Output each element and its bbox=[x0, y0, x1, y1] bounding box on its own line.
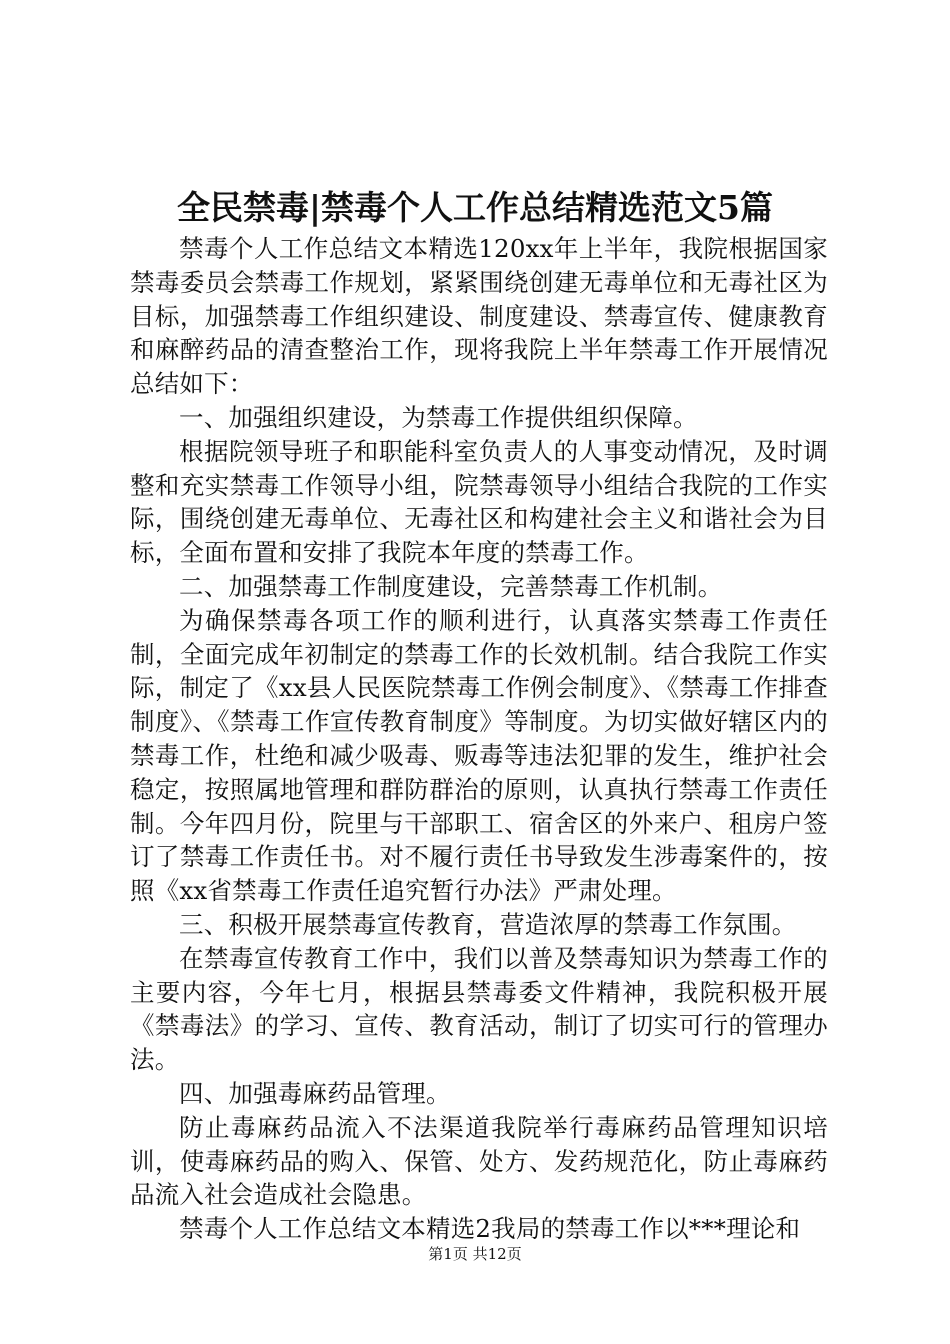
paragraph: 禁毒个人工作总结文本精选120xx年上半年，我院根据国家禁毒委员会禁毒工作规划，紧紧围绕创建无毒单位和无毒社区为目标，加强禁毒工作组织建设、制度建设、禁毒宣传、健康教育和麻醉药品的清查整治工作，现将我院上半年禁毒工作开展情况总结如下： bbox=[130, 234, 828, 399]
paragraph: 根据院领导班子和职能科室负责人的人事变动情况，及时调整和充实禁毒工作领导小组，院禁毒领导小组结合我院的工作实际，围绕创建无毒单位、无毒社区和构建社会主义和谐社会为目标，全面布置和安排了我院本年度的禁毒工作。 bbox=[130, 436, 828, 568]
document-body bbox=[130, 232, 828, 1246]
document-title: 全民禁毒|禁毒个人工作总结精选范文5篇 bbox=[177, 188, 773, 227]
section-heading: 三、积极开展禁毒宣传教育，营造浓厚的禁毒工作氛围。 bbox=[179, 909, 797, 939]
section-heading: 四、加强毒麻药品管理。 bbox=[179, 1078, 451, 1108]
section-heading: 二、加强禁毒工作制度建设，完善禁毒工作机制。 bbox=[179, 571, 723, 601]
paragraph: 在禁毒宣传教育工作中，我们以普及禁毒知识为禁毒工作的主要内容，今年七月，根据县禁毒委文件精神，我院积极开展《禁毒法》的学习、宣传、教育活动，制订了切实可行的管理办法。 bbox=[130, 943, 828, 1075]
paragraph: 为确保禁毒各项工作的顺利进行，认真落实禁毒工作责任制，全面完成年初制定的禁毒工作的长效机制。结合我院工作实际，制定了《xx县人民医院禁毒工作例会制度》、《禁毒工作排查制度》、《禁毒工作宣传教育制度》等制度。为切实做好辖区内的禁毒工作，杜绝和减少吸毒、贩毒等违法犯罪的发生，维护社会稳定，按照属地管理和群防群治的原则，认真执行禁毒工作责任制。今年四月份，院里与干部职工、宿舍区的外来户、租房户签订了禁毒工作责任书。对不履行责任书导致发生涉毒案件的，按照《xx省禁毒工作责任追究暂行办法》严肃处理。 bbox=[130, 605, 828, 906]
page-footer: 第1页 共12页 bbox=[428, 1245, 522, 1263]
paragraph: 防止毒麻药品流入不法渠道我院举行毒麻药品管理知识培训，使毒麻药品的购入、保管、处方、发药规范化，防止毒麻药品流入社会造成社会隐患。 bbox=[130, 1112, 828, 1210]
section-heading: 一、加强组织建设，为禁毒工作提供组织保障。 bbox=[179, 402, 698, 432]
paragraph: 禁毒个人工作总结文本精选2我局的禁毒工作以***理论和 bbox=[179, 1214, 801, 1244]
